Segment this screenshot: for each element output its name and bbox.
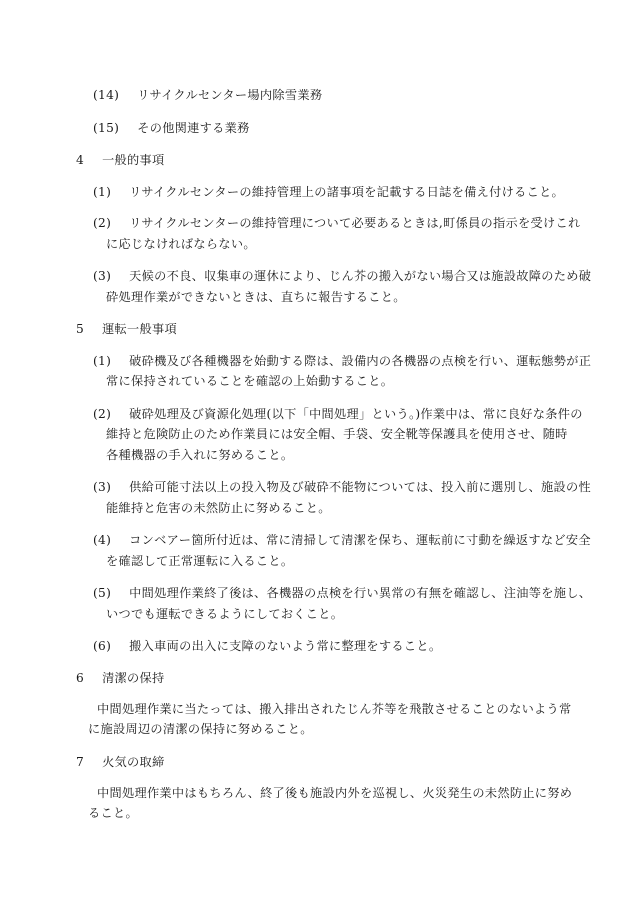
item-number: (1): [93, 185, 112, 199]
section-6-paragraph-continued: に施設周辺の清潔の保持に努めること。: [88, 722, 313, 736]
item-text: 搬入車両の出入に支障のないよう常に整理をすること。: [129, 639, 442, 653]
section-title: 清潔の保持: [102, 671, 165, 685]
list-item-5-5: [93, 585, 591, 601]
section-number: 6: [76, 671, 85, 685]
section-number: 7: [76, 755, 85, 769]
list-item-5-4: [93, 532, 591, 548]
item-text: 中間処理作業終了後は、各機器の点検を行い異常の有無を確認し、注油等を施し、: [129, 586, 592, 600]
section-number: 5: [76, 322, 85, 336]
section-7-paragraph-continued: ること。: [88, 806, 138, 820]
list-item-4-2: [93, 215, 580, 231]
list-item-4-2-continued: に応じなければならない。: [106, 237, 256, 251]
section-title: 一般的事項: [102, 153, 165, 167]
item-number: (14): [93, 88, 120, 102]
item-text: リサイクルセンターの維持管理について必要あるときは,町係員の指示を受けこれ: [129, 216, 581, 230]
item-text: 破砕処理及び資源化処理(以下「中間処理」という。)作業中は、常に良好な条件の: [129, 407, 583, 421]
item-number: (2): [93, 216, 112, 230]
item-text: その他関連する業務: [137, 121, 250, 135]
list-item-14: [93, 87, 322, 103]
list-item-5-2: [93, 406, 583, 422]
item-number: (6): [93, 639, 112, 653]
list-item-5-6: [93, 638, 441, 654]
list-item-5-3-continued: 能維持と危害の未然防止に努めること。: [106, 501, 331, 515]
item-text: 破砕機及び各種機器を始動する際は、設備内の各機器の点検を行い、運転態勢が正: [129, 354, 592, 368]
list-item-5-1: [93, 353, 591, 369]
item-number: (15): [93, 121, 120, 135]
section-heading-6: [76, 670, 165, 686]
item-number: (3): [93, 480, 112, 494]
list-item-5-2-continued: 各種機器の手入れに努めること。: [106, 448, 294, 462]
list-item-5-2-continued: 維持と危険防止のため作業員には安全帽、手袋、安全靴等保護具を使用させ、随時: [106, 427, 568, 441]
item-number: (4): [93, 533, 112, 547]
list-item-5-5-continued: いつでも運転できるようにしておくこと。: [106, 607, 344, 621]
item-text: 天候の不良、収集車の運休により、じん芥の搬入がない場合又は施設故障のため破: [129, 269, 592, 283]
section-7-paragraph: 中間処理作業中はもちろん、終了後も施設内外を巡視し、火災発生の未然防止に努め: [97, 786, 573, 800]
item-text: リサイクルセンター場内除雪業務: [137, 88, 323, 102]
list-item-5-3: [93, 479, 591, 495]
list-item-4-3-continued: 砕処理作業ができないときは、直ちに報告すること。: [106, 290, 406, 304]
section-title: 運転一般事項: [102, 322, 177, 336]
section-title: 火気の取締: [102, 755, 165, 769]
list-item-4-3: [93, 268, 591, 284]
list-item-15: [93, 120, 250, 136]
section-heading-5: [76, 321, 177, 337]
item-text: 供給可能寸法以上の投入物及び破砕不能物については、投入前に選別し、施設の性: [129, 480, 591, 494]
section-6-paragraph: 中間処理作業に当たっては、搬入排出されたじん芥等を飛散させることのないよう常: [97, 702, 572, 716]
item-text: コンベアー箇所付近は、常に清掃して清潔を保ち、運転前に寸動を繰返すなど安全: [129, 533, 591, 547]
list-item-5-4-continued: を確認して正常運転に入ること。: [106, 554, 294, 568]
section-heading-4: [76, 152, 165, 168]
item-number: (1): [93, 354, 112, 368]
item-number: (3): [93, 269, 112, 283]
list-item-5-1-continued: 常に保持されていることを確認の上始動すること。: [106, 374, 394, 388]
section-heading-7: [76, 754, 165, 770]
list-item-4-1: [93, 184, 564, 200]
item-text: リサイクルセンターの維持管理上の諸事項を記載する日誌を備え付けること。: [129, 185, 565, 199]
section-number: 4: [76, 153, 85, 167]
item-number: (5): [93, 586, 112, 600]
item-number: (2): [93, 407, 112, 421]
